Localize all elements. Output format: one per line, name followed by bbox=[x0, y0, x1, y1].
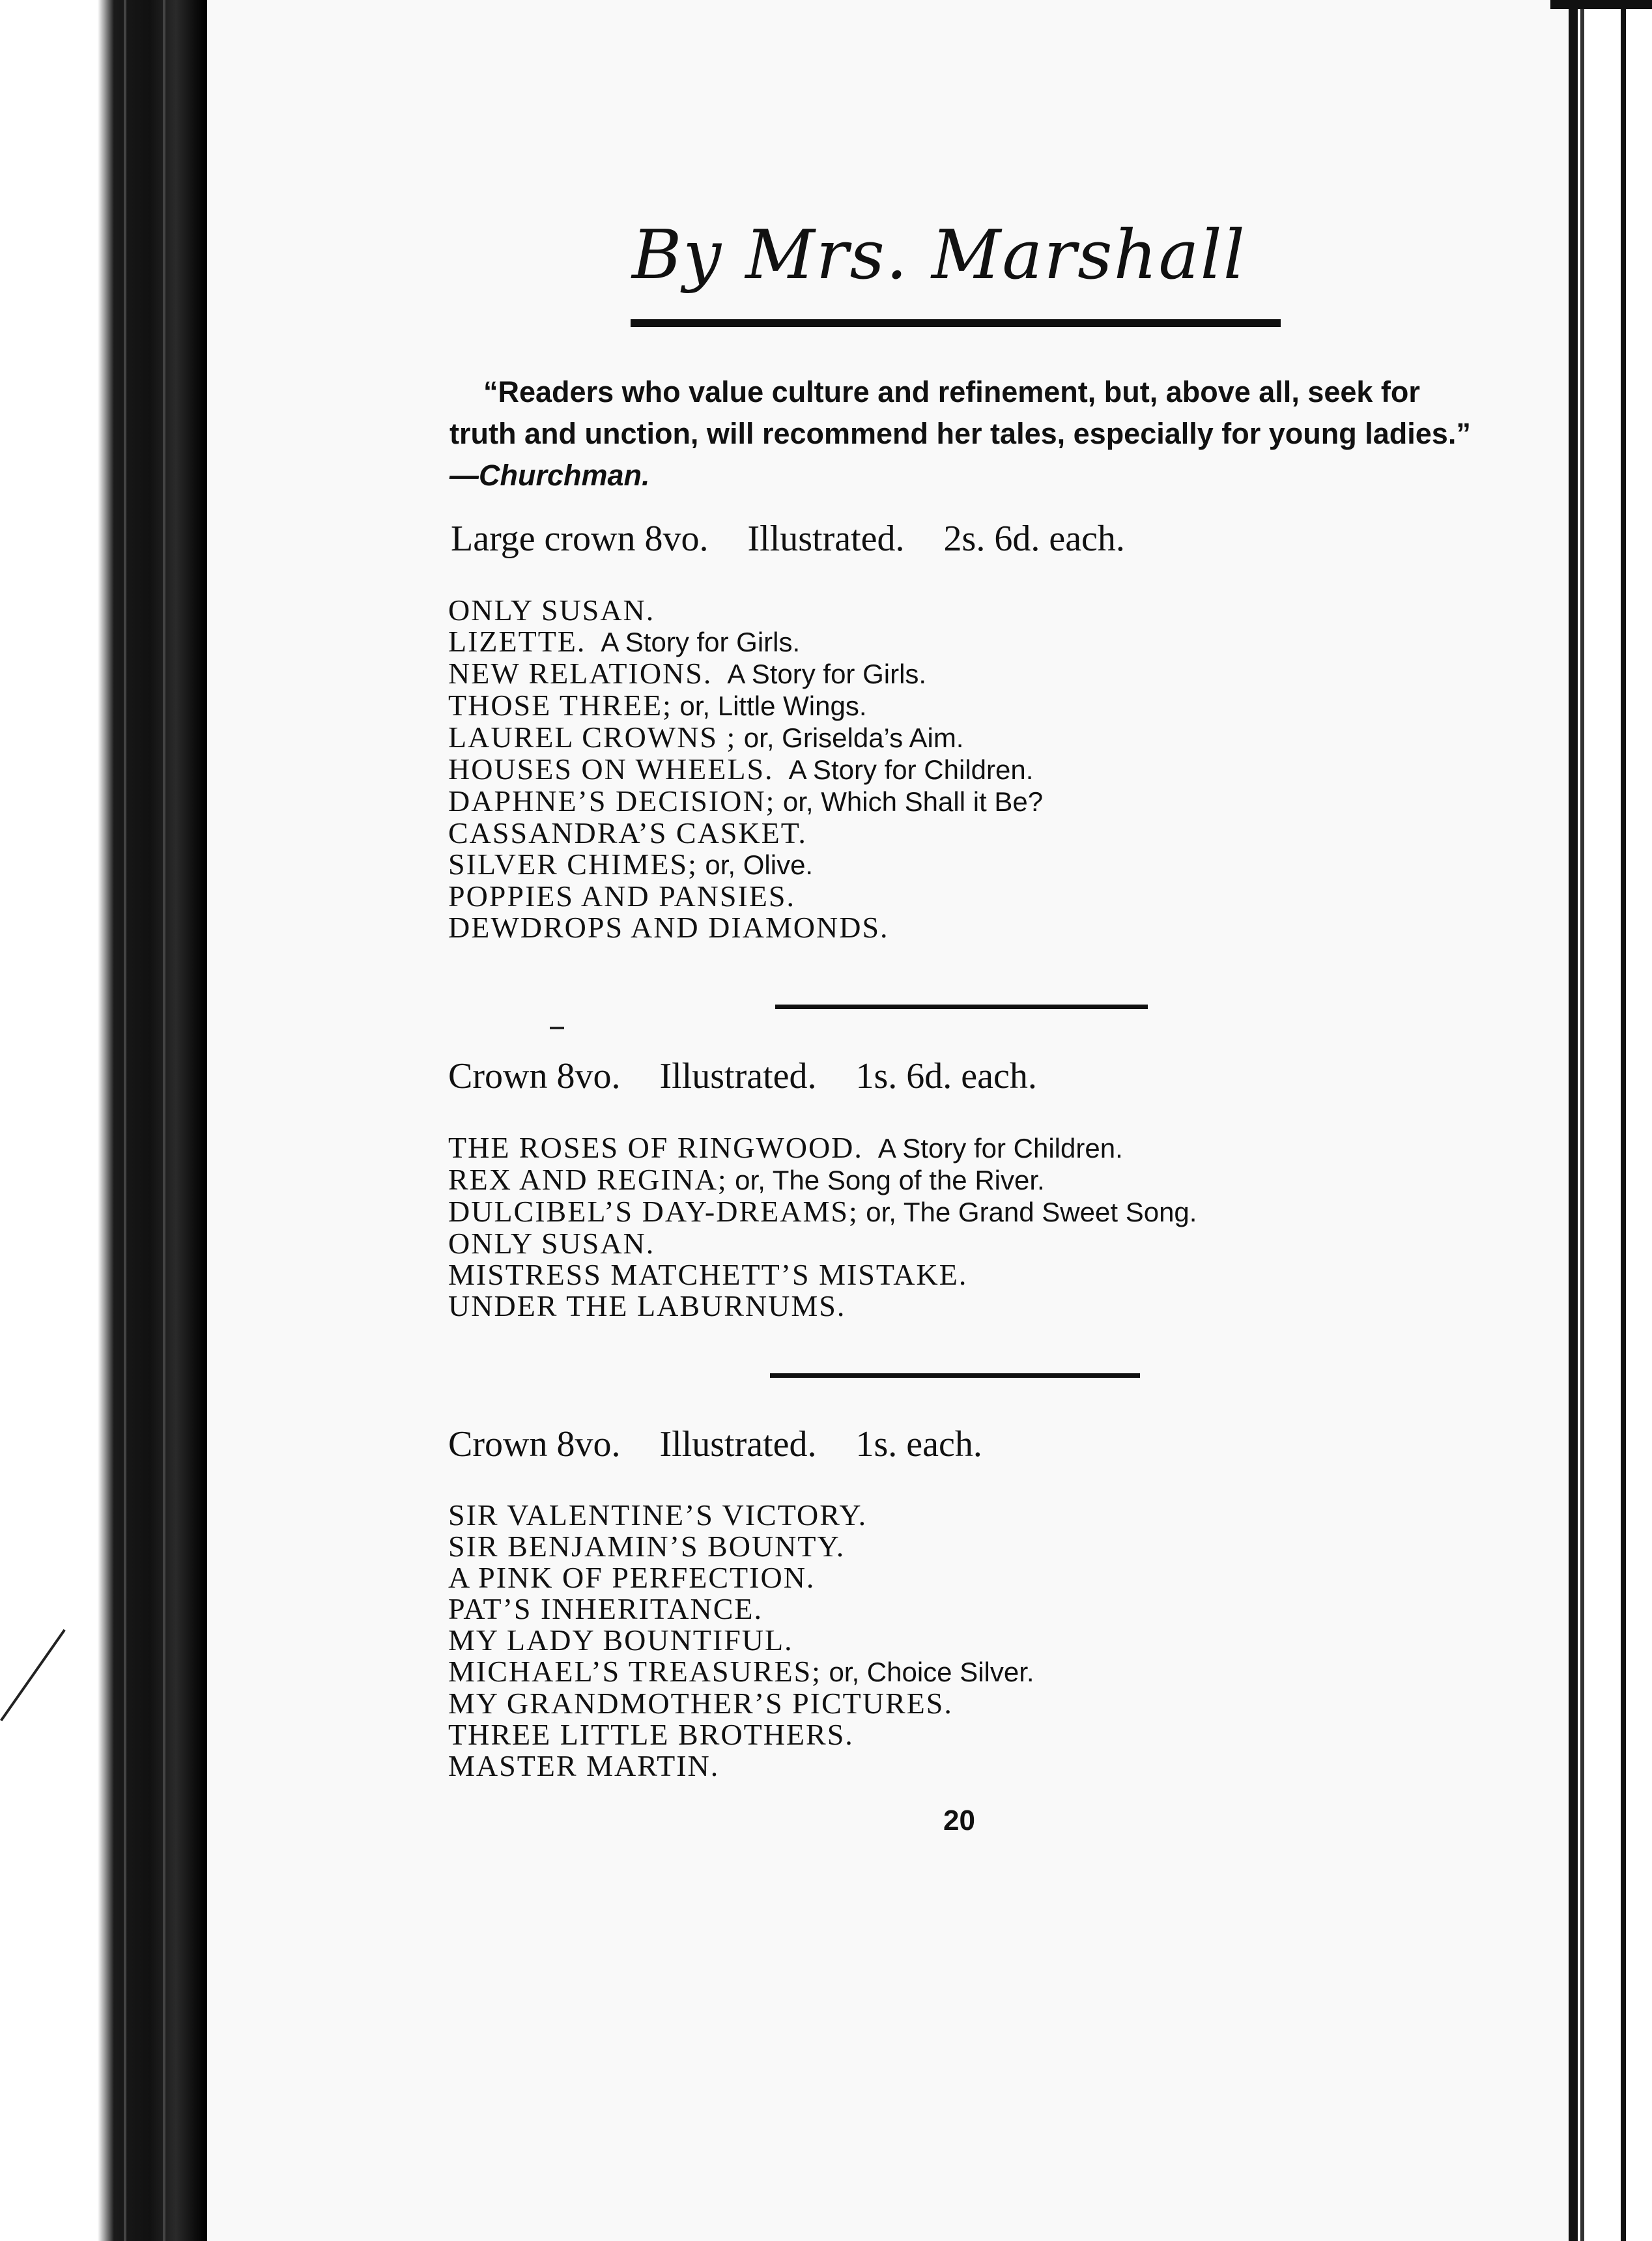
list-item bbox=[448, 658, 1043, 690]
book-title: CASSANDRA’S CASKET. bbox=[448, 816, 807, 849]
section-divider bbox=[770, 1373, 1140, 1378]
list-item bbox=[448, 1164, 1197, 1196]
book-subtitle: or, Olive. bbox=[705, 849, 814, 880]
page-edge-bar bbox=[1580, 0, 1584, 2241]
list-item bbox=[448, 1750, 1034, 1782]
book-title: A PINK OF PERFECTION. bbox=[448, 1561, 816, 1594]
review-quote bbox=[449, 371, 1505, 496]
scan-speck bbox=[550, 1027, 564, 1029]
format-label: Large crown 8vo. bbox=[451, 519, 709, 559]
book-subtitle: A Story for Children. bbox=[877, 1133, 1123, 1163]
price-label: 1s. each. bbox=[855, 1424, 982, 1464]
list-item bbox=[448, 1656, 1034, 1688]
book-title: MY GRANDMOTHER’S PICTURES. bbox=[448, 1687, 953, 1720]
book-title: MASTER MARTIN. bbox=[448, 1749, 720, 1782]
book-title: THE ROSES OF RINGWOOD. bbox=[448, 1131, 863, 1164]
book-title: MY LADY BOUNTIFUL. bbox=[448, 1623, 793, 1657]
spine-stripe bbox=[163, 0, 165, 2241]
page-edge-bar bbox=[1621, 0, 1626, 2241]
book-subtitle: A Story for Girls. bbox=[601, 627, 801, 657]
list-item bbox=[448, 1291, 1197, 1322]
list-item bbox=[448, 626, 1043, 658]
scan-left-edge bbox=[0, 0, 207, 2241]
book-title: POPPIES AND PANSIES. bbox=[448, 879, 795, 913]
illustrated-label: Illustrated. bbox=[659, 1056, 817, 1096]
list-item bbox=[448, 690, 1043, 722]
quote-line: “Readers who value culture and refinement, but, above all, seek for bbox=[483, 375, 1420, 408]
format-label: Crown 8vo. bbox=[448, 1056, 621, 1096]
illustrated-label: Illustrated. bbox=[747, 519, 905, 559]
page-number: 20 bbox=[943, 1805, 975, 1836]
list-item bbox=[448, 1228, 1197, 1259]
book-title: SILVER CHIMES; bbox=[448, 848, 698, 881]
book-subtitle: or, Which Shall it Be? bbox=[782, 786, 1044, 817]
list-item bbox=[448, 849, 1043, 881]
illustrated-label: Illustrated. bbox=[659, 1424, 817, 1464]
section-heading bbox=[448, 1423, 1021, 1465]
list-item bbox=[448, 912, 1043, 943]
scan-right-edge bbox=[1569, 0, 1652, 2241]
book-title: LIZETTE. bbox=[448, 625, 586, 658]
page-edge-bar bbox=[1569, 0, 1578, 2241]
book-page bbox=[207, 0, 1569, 2241]
scan-top-edge bbox=[1550, 0, 1652, 9]
list-item bbox=[448, 1196, 1197, 1228]
book-title: UNDER THE LABURNUMS. bbox=[448, 1289, 846, 1322]
list-item bbox=[448, 1593, 1034, 1625]
book-title: LAUREL CROWNS ; bbox=[448, 721, 737, 754]
format-label: Crown 8vo. bbox=[448, 1424, 621, 1464]
book-subtitle: or, The Song of the River. bbox=[735, 1165, 1045, 1195]
book-title: THREE LITTLE BROTHERS. bbox=[448, 1718, 854, 1751]
book-title: ONLY SUSAN. bbox=[448, 593, 655, 627]
list-item bbox=[448, 1531, 1034, 1562]
list-item bbox=[448, 1500, 1034, 1531]
list-item bbox=[448, 818, 1043, 849]
page-title: By Mrs. Marshall bbox=[632, 215, 1247, 294]
book-title: ONLY SUSAN. bbox=[448, 1227, 655, 1260]
list-item bbox=[448, 1625, 1034, 1656]
book-subtitle: or, Griselda’s Aim. bbox=[743, 722, 964, 753]
list-item bbox=[448, 881, 1043, 912]
quote-source: —Churchman. bbox=[449, 459, 650, 492]
book-subtitle: A Story for Girls. bbox=[727, 659, 927, 689]
book-subtitle: or, The Grand Sweet Song. bbox=[866, 1197, 1197, 1227]
book-list bbox=[448, 1500, 1034, 1782]
book-list bbox=[448, 1132, 1197, 1322]
book-title: DEWDROPS AND DIAMONDS. bbox=[448, 911, 889, 944]
list-item bbox=[448, 1719, 1034, 1750]
title-underline bbox=[631, 319, 1281, 327]
book-subtitle: or, Little Wings. bbox=[679, 691, 867, 721]
book-subtitle: or, Choice Silver. bbox=[829, 1657, 1034, 1687]
list-item bbox=[448, 595, 1043, 626]
book-title: PAT’S INHERITANCE. bbox=[448, 1592, 763, 1625]
book-title: SIR VALENTINE’S VICTORY. bbox=[448, 1498, 868, 1532]
section-divider bbox=[775, 1005, 1148, 1009]
book-title: HOUSES ON WHEELS. bbox=[448, 752, 774, 786]
book-title: NEW RELATIONS. bbox=[448, 657, 713, 690]
list-item bbox=[448, 1132, 1197, 1164]
book-subtitle: A Story for Children. bbox=[788, 754, 1034, 785]
book-list bbox=[448, 595, 1043, 943]
section-heading bbox=[448, 1055, 1076, 1097]
list-item bbox=[448, 1259, 1197, 1291]
quote-line: truth and unction, will recommend her tales, especially for young ladies.” bbox=[449, 417, 1471, 450]
book-title: REX AND REGINA; bbox=[448, 1163, 728, 1196]
price-label: 1s. 6d. each. bbox=[855, 1056, 1037, 1096]
book-title: DULCIBEL’S DAY-DREAMS; bbox=[448, 1195, 859, 1228]
book-title: SIR BENJAMIN’S BOUNTY. bbox=[448, 1530, 846, 1563]
list-item bbox=[448, 1688, 1034, 1719]
book-title: THOSE THREE; bbox=[448, 689, 672, 722]
book-title: MICHAEL’S TREASURES; bbox=[448, 1655, 821, 1688]
list-item bbox=[448, 722, 1043, 754]
list-item bbox=[448, 754, 1043, 786]
spine-stripe bbox=[124, 0, 126, 2241]
list-item bbox=[448, 1562, 1034, 1593]
section-heading bbox=[451, 518, 1164, 560]
book-title: DAPHNE’S DECISION; bbox=[448, 784, 776, 818]
price-label: 2s. 6d. each. bbox=[943, 519, 1125, 559]
book-title: MISTRESS MATCHETT’S MISTAKE. bbox=[448, 1258, 968, 1291]
list-item bbox=[448, 786, 1043, 818]
